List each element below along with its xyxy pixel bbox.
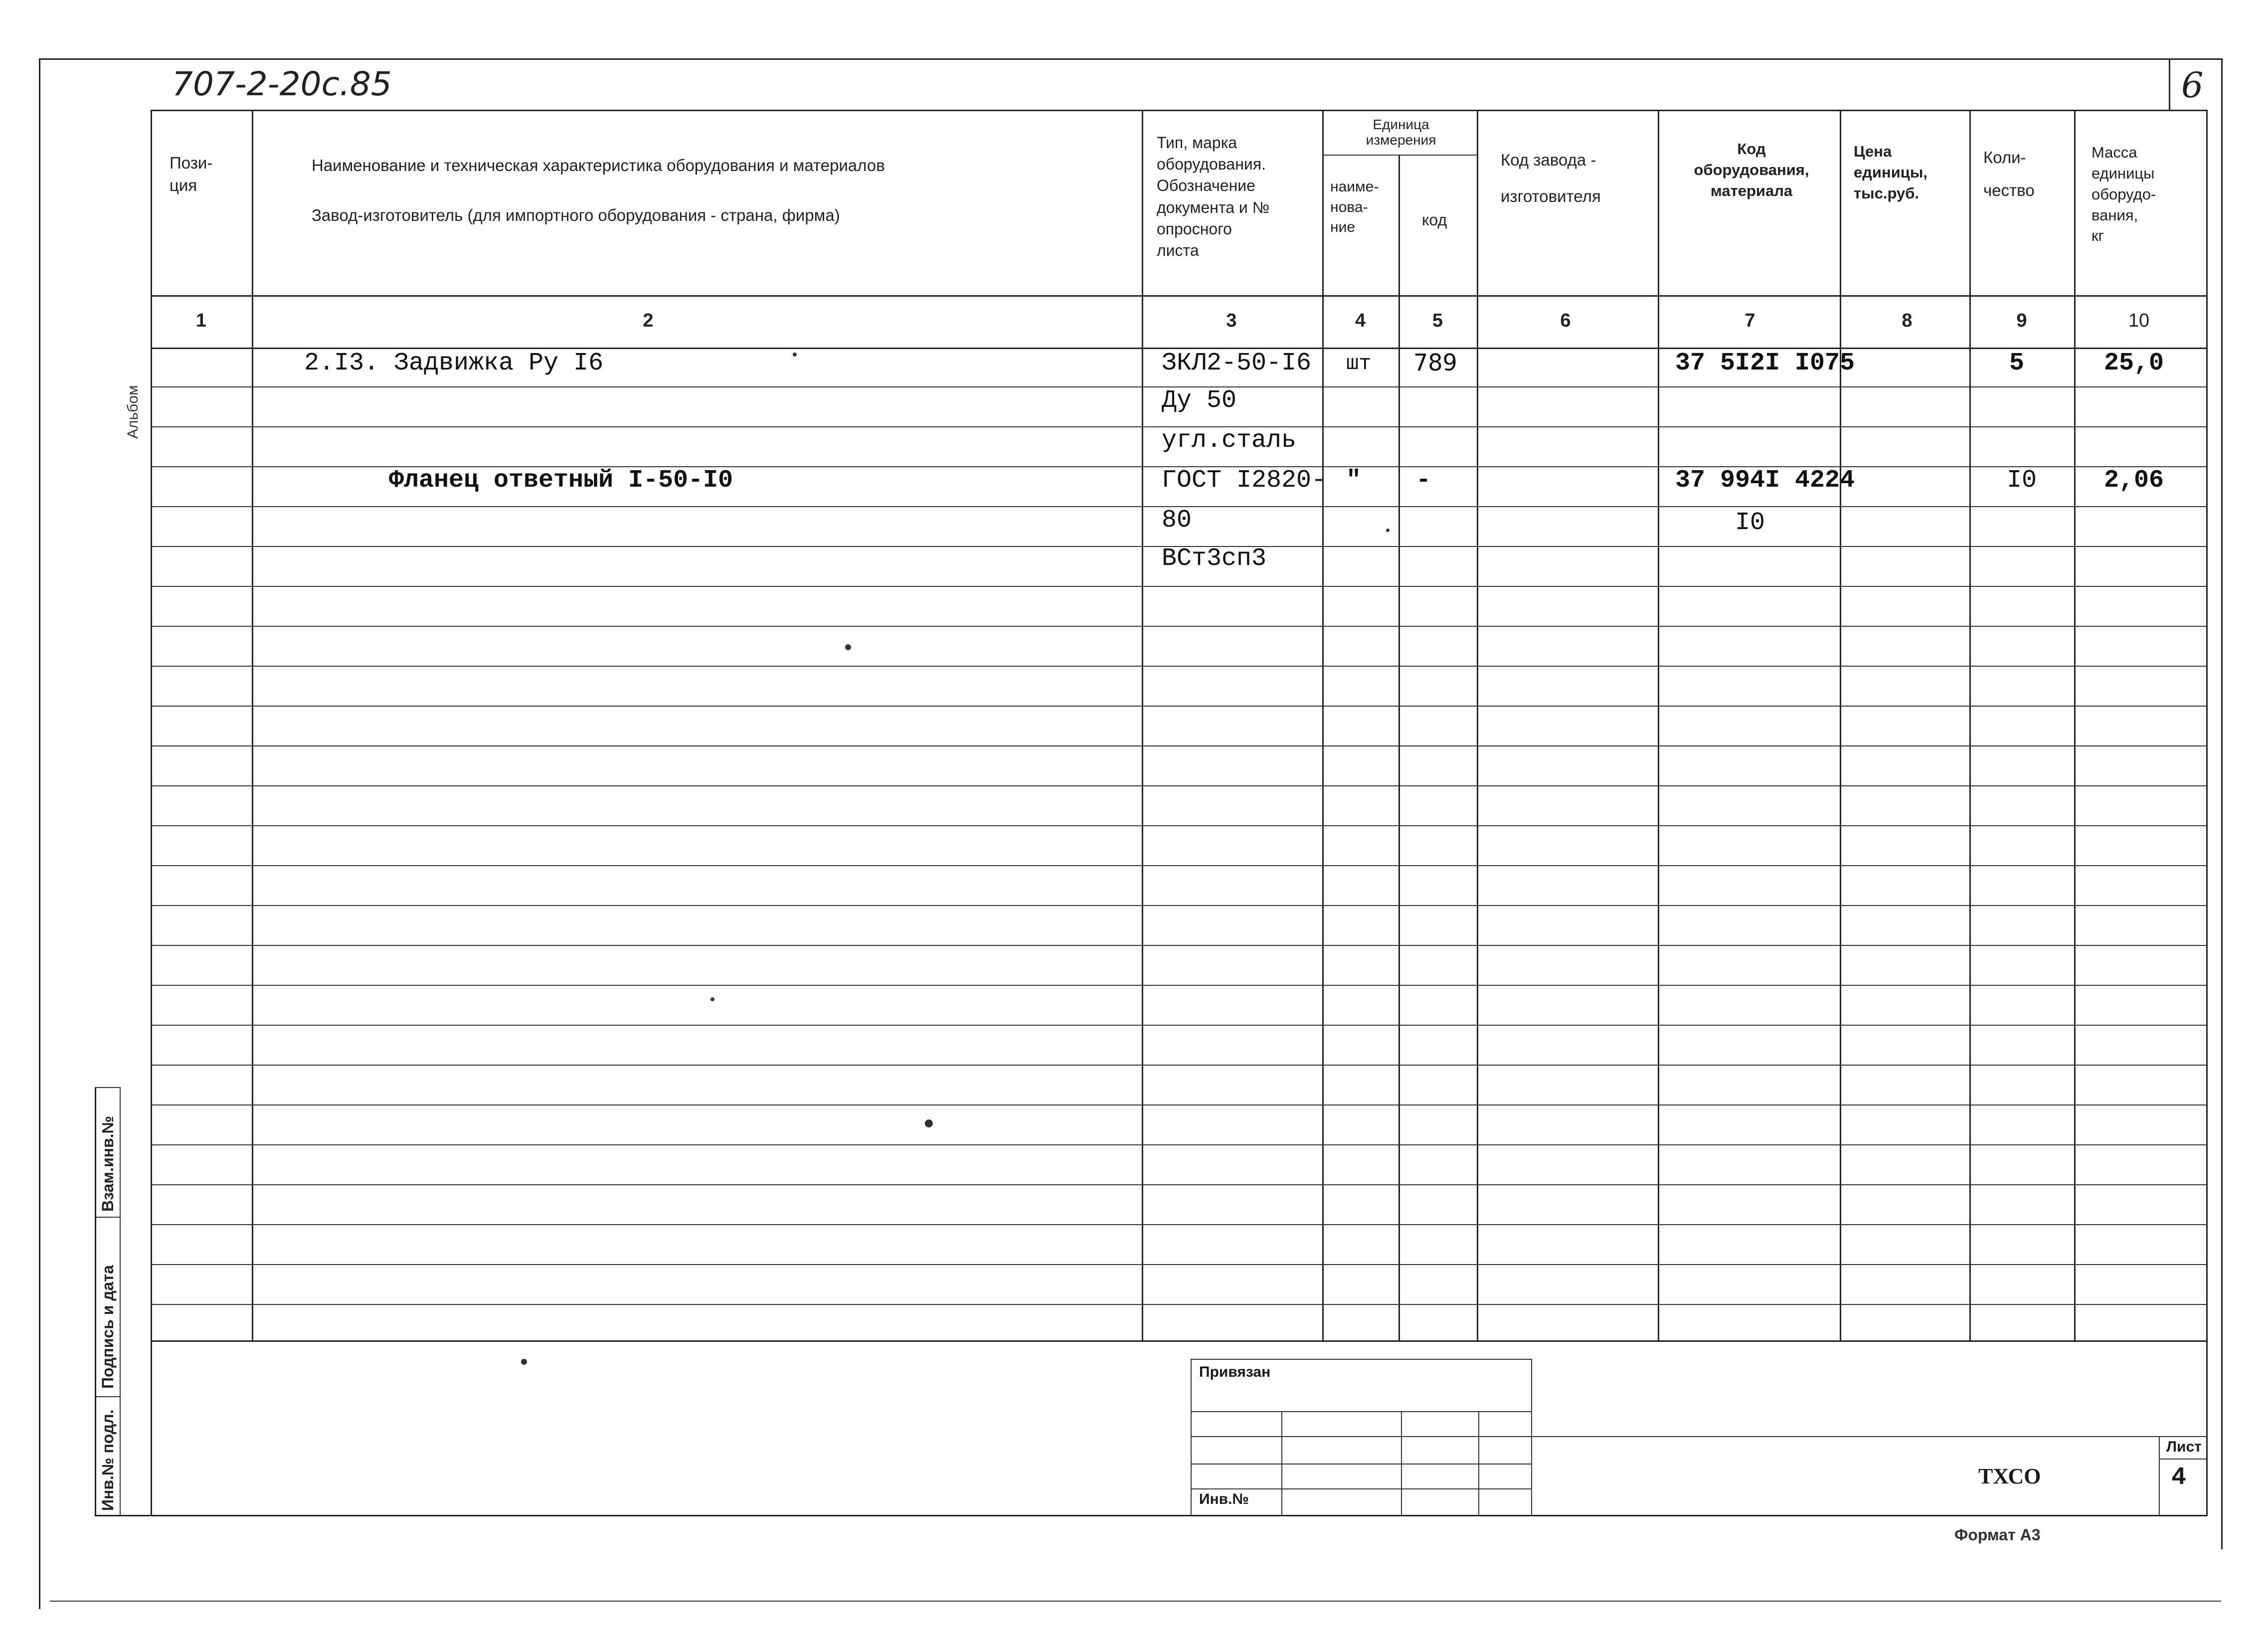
col-number-1: 1	[195, 310, 207, 331]
row1-unit-code: 789	[1413, 349, 1457, 376]
left-strip-outer	[95, 1087, 96, 1516]
left-strip-top	[95, 1087, 121, 1088]
table-row-line	[151, 1065, 2207, 1066]
row1-code: 37 5I2I I075	[1675, 349, 1855, 377]
col-line-1	[252, 110, 253, 1341]
stamp-left	[1191, 1359, 1192, 1516]
header-plant-code: Код завода - изготовителя	[1501, 151, 1601, 205]
table-row-line	[151, 1025, 2207, 1026]
header-name-line2: Завод-изготовитель (для импортного оборудования - страна, фирма)	[312, 206, 840, 224]
col-number-10: 10	[2128, 310, 2150, 331]
header-type: Тип, марка оборудования. Обозначение документа и № опросного листа	[1157, 134, 1270, 259]
col-number-2: 2	[643, 310, 654, 331]
header-unit-code: код	[1422, 211, 1447, 229]
row2-type: Ду 50	[1162, 386, 1237, 415]
table-row-line	[151, 1184, 2207, 1185]
col-line-5	[1477, 110, 1478, 1341]
header-unit-group: Единица измерения	[1366, 117, 1436, 148]
table-row-line	[151, 905, 2207, 906]
table-row-line	[151, 985, 2207, 986]
table-row-line	[151, 1304, 2207, 1305]
table-row-line	[151, 626, 2207, 627]
sheet-box-left	[2159, 1436, 2160, 1516]
header-unit-name: наиме- нова- ние	[1330, 179, 1379, 235]
sheet-box-divider	[2159, 1459, 2207, 1460]
outer-frame-bottom	[50, 1601, 2221, 1602]
col-number-3: 3	[1226, 310, 1237, 331]
row1-mass: 25,0	[2104, 349, 2164, 377]
scan-speck	[845, 644, 851, 650]
table-row-line	[151, 745, 2207, 746]
header-name-line1: Наименование и техническая характеристика оборудования и материалов	[312, 156, 885, 175]
header-equipment-code: Код оборудования, материала	[1694, 140, 1809, 199]
left-strip-div1	[95, 1217, 121, 1218]
row1-qty: 5	[2009, 349, 2025, 377]
row1-unit: шт	[1346, 352, 1372, 375]
stamp-code: ТХСО	[1978, 1464, 2041, 1488]
outer-frame-top	[39, 58, 2223, 60]
table-row-line	[151, 1104, 2207, 1105]
stamp-right-divider	[1531, 1436, 2207, 1437]
corner-sheet-number: 6	[2181, 65, 2204, 106]
header-bottom-line	[151, 295, 2207, 297]
format-label: Формат А3	[1954, 1526, 2041, 1544]
row4-name: Фланец ответный I-50-I0	[389, 466, 733, 495]
row1-type: ЗКЛ2-50-I6	[1162, 349, 1312, 377]
col-number-5: 5	[1432, 310, 1443, 331]
stamp-right	[1531, 1359, 1532, 1516]
stamp-line-2	[1191, 1436, 1532, 1437]
table-row-line	[151, 1224, 2207, 1225]
col-number-8: 8	[1902, 310, 1913, 331]
inner-frame-bottom	[95, 1515, 2207, 1516]
left-strip-inner	[120, 1087, 121, 1516]
table-row-line	[151, 1264, 2207, 1265]
corner-box-divider	[2169, 58, 2170, 111]
left-strip-replaced-inv: Взам.инв.№	[99, 1115, 117, 1212]
col-number-4: 4	[1355, 310, 1366, 331]
table-row-line	[151, 865, 2207, 866]
col-line-2	[1142, 110, 1143, 1341]
row4-code: 37 994I 4224	[1675, 466, 1855, 495]
row4-unit-code: -	[1416, 466, 1431, 495]
header-quantity: Коли- чество	[1983, 148, 2035, 199]
left-strip-signature-date: Подпись и дата	[99, 1265, 117, 1389]
inner-frame-top	[151, 110, 2207, 111]
table-row-line	[151, 666, 2207, 667]
stamp-col-1	[1281, 1411, 1282, 1516]
table-row-line	[151, 586, 2207, 587]
col-number-6: 6	[1560, 310, 1571, 331]
table-row-line	[151, 825, 2207, 826]
sheet-label: Лист	[2166, 1439, 2202, 1455]
row3-type: угл.сталь	[1162, 426, 1297, 455]
stamp-col-3	[1478, 1411, 1479, 1516]
header-price: Цена единицы, тыс.руб.	[1854, 143, 1927, 202]
col-line-7	[1840, 110, 1841, 1341]
col-line-4	[1398, 155, 1400, 1341]
row4-mass: 2,06	[2104, 466, 2164, 495]
col-number-9: 9	[2016, 310, 2027, 331]
inner-frame-right	[2206, 110, 2208, 1516]
col-line-6	[1658, 110, 1659, 1341]
scan-speck	[925, 1119, 933, 1127]
row1-name: 2.I3. Задвижка Ру I6	[304, 349, 604, 377]
col-line-9	[2074, 110, 2076, 1341]
outer-frame-right	[2221, 58, 2223, 1549]
stamp-bound-label: Привязан	[1199, 1364, 1271, 1380]
table-row-line	[151, 945, 2207, 946]
sheet-number: 4	[2171, 1464, 2187, 1492]
row4-unit: "	[1346, 466, 1362, 495]
table-row-line	[151, 785, 2207, 786]
left-strip-inv-original: Инв.№ подл.	[99, 1409, 117, 1511]
stamp-line-1	[1191, 1411, 1532, 1412]
side-label-album: Альбом	[125, 385, 141, 439]
row5-type: 80	[1162, 506, 1192, 535]
stamp-line-4	[1191, 1488, 1532, 1489]
table-row-line	[151, 706, 2207, 707]
scan-speck	[521, 1359, 527, 1365]
row6-type: ВСт3сп3	[1162, 545, 1267, 573]
col-number-7: 7	[1745, 310, 1755, 331]
unit-group-divider	[1322, 155, 1478, 156]
row4-qty: I0	[2007, 466, 2037, 495]
table-row-line	[151, 1144, 2207, 1145]
scan-speck	[793, 353, 797, 357]
row4-type: ГОСТ I2820-	[1162, 466, 1327, 495]
scan-speck	[1386, 529, 1390, 532]
outer-frame-left	[39, 58, 40, 1609]
document-code: 707-2-20с.85	[172, 65, 392, 103]
header-mass: Масса единицы оборудо- вания, кг	[2092, 144, 2156, 245]
col-line-3	[1322, 110, 1324, 1341]
header-position: Пози- ция	[170, 154, 213, 194]
stamp-col-2	[1401, 1411, 1402, 1516]
scan-speck	[710, 997, 714, 1001]
table-body-bottom-line	[151, 1340, 2207, 1342]
col-line-8	[1969, 110, 1971, 1341]
row5-code: I0	[1735, 509, 1765, 537]
stamp-inv-label: Инв.№	[1199, 1491, 1249, 1507]
stamp-top	[1191, 1359, 1532, 1360]
left-strip-div2	[95, 1396, 121, 1397]
stamp-line-3	[1191, 1464, 1532, 1465]
